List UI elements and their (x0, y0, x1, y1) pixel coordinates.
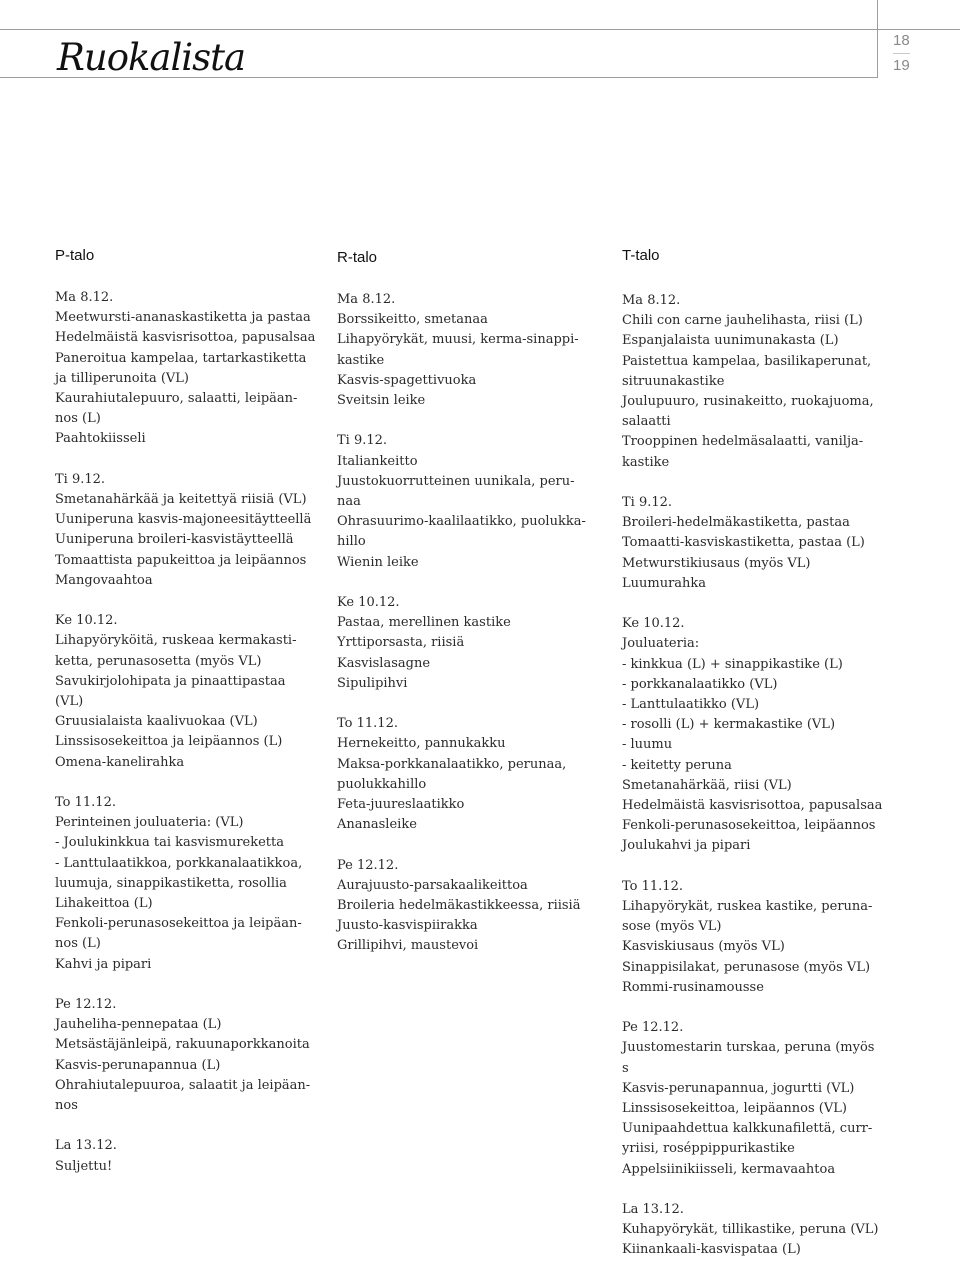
menu-item: - luumu (622, 737, 673, 753)
menu-item: - kinkkua (L) + sinappikastike (L) (622, 656, 843, 672)
menu-item: naa (337, 494, 361, 510)
menu-item: sitruunakastike (622, 373, 725, 389)
menu-item: Kasvis-spagettivuoka (337, 372, 477, 388)
menu-item: Metwurstikiusaus (myös VL) (622, 555, 811, 571)
day-block (55, 995, 317, 1116)
menu-item: Juustokuorrutteinen uunikala, peru- (337, 473, 575, 489)
menu-item: Sveitsin leike (337, 393, 426, 409)
menu-item: Tomaattista papukeittoa ja leipäannos (55, 552, 307, 568)
menu-item: sose (myös VL) (622, 919, 722, 935)
day-label: Pe 12.12. (55, 997, 117, 1013)
day-block (337, 856, 599, 957)
menu-item: Maksa-porkkanalaatikko, perunaa, (337, 756, 567, 772)
day-label: Ke 10.12. (337, 595, 400, 611)
day-block (55, 470, 317, 591)
menu-item: Paistettua kampelaa, basilikaperunat, (622, 353, 872, 369)
day-label: Ma 8.12. (337, 292, 396, 307)
menu-item: - porkkanalaatikko (VL) (622, 676, 778, 692)
menu-item: Grillipihvi, maustevoi (337, 938, 479, 954)
day-block (55, 288, 317, 450)
menu-item: Fenkoli-perunasosekeittoa ja leipäan- (55, 916, 302, 932)
menu-item: Uuniperuna broileri-kasvistäytteellä (55, 532, 294, 548)
menu-item: Savukirjolohipata ja pinaattipastaa (VL) (55, 673, 286, 710)
menu-item: nos (55, 1098, 78, 1114)
menu-item: Fenkoli-perunasosekeittoa, leipäannos (622, 818, 876, 834)
menu-item: Rommi-rusinamousse (622, 979, 764, 995)
menu-item: s (622, 1060, 629, 1076)
menu-item: Pastaa, merellinen kastike (337, 615, 511, 631)
column-heading: P-talo (55, 247, 95, 264)
menu-item: Broileri-hedelmäkastiketta, pastaa (622, 515, 850, 531)
menu-item: Joulupuuro, rusinakeitto, ruokajuoma, (622, 394, 874, 410)
menu-item: Juustomestarin turskaa, peruna (myös (622, 1040, 875, 1056)
day-label: To 11.12. (55, 795, 116, 811)
menu-item: ketta, perunasosetta (myös VL) (55, 653, 262, 669)
menu-item: Lihapyörykät, muusi, kerma-sinappi- (337, 332, 579, 348)
day-block (55, 611, 317, 773)
column-heading: R-talo (337, 249, 378, 266)
menu-item: Appelsiinikiisseli, kermavaahtoa (622, 1161, 836, 1177)
day-label: Ke 10.12. (55, 613, 118, 629)
day-label: Pe 12.12. (622, 1020, 684, 1036)
menu-item: Espanjalaista uunimunakasta (L) (622, 333, 839, 349)
menu-item: Hernekeitto, pannukakku (337, 736, 506, 752)
menu-days (337, 290, 599, 977)
menu-item: - Joulukinkkua tai kasvismureketta (55, 835, 284, 851)
menu-item: Smetanahärkää, riisi (VL) (622, 777, 792, 793)
day-block (622, 877, 884, 998)
menu-item: Ohrahiutalepuuroa, salaatit ja leipäan- (55, 1077, 311, 1093)
menu-item: Ohrasuurimo-kaalilaatikko, puolukka- (337, 514, 586, 530)
menu-item: Kuhapyörykät, tillikastike, peruna (VL) (622, 1222, 879, 1238)
page-title: Ruokalista (57, 36, 246, 79)
day-label: Ma 8.12. (622, 293, 681, 308)
menu-item: Metsästäjänleipä, rakuunaporkkanoita (55, 1037, 310, 1053)
menu-item: nos (L) (55, 411, 101, 427)
menu-item: Kasvislasagne (337, 655, 431, 671)
menu-item: Hedelmäistä kasvisrisottoa, papusalsaa (55, 330, 316, 346)
page-number-right: 19 (893, 53, 910, 78)
menu-item: Lihakeittoa (L) (55, 896, 153, 912)
menu-item: Paahtokiisseli (55, 431, 146, 447)
menu-item: Smetanahärkää ja keitettyä riisiä (VL) (55, 492, 307, 508)
menu-item: Uunipaahdettua kalkkunafilettä, curr- (622, 1121, 873, 1137)
menu-item: Italiankeitto (337, 453, 418, 469)
day-block (337, 431, 599, 572)
menu-item: Kaurahiutalepuuro, salaatti, leipäan- (55, 391, 298, 407)
menu-item: Hedelmäistä kasvisrisottoa, papusalsaa (622, 798, 883, 814)
day-label: Ti 9.12. (337, 433, 388, 449)
menu-item: Paneroitua kampelaa, tartarkastiketta (55, 350, 307, 366)
menu-item: Kahvi ja pipari (55, 956, 152, 972)
menu-item: Kasvis-perunapannua, jogurtti (VL) (622, 1080, 855, 1096)
menu-item: - keitetty peruna (622, 757, 732, 773)
menu-item: ja tilliperunoita (VL) (55, 370, 189, 386)
column-heading: T-talo (622, 247, 660, 264)
day-label: To 11.12. (337, 716, 398, 732)
menu-item: nos (L) (55, 936, 101, 952)
menu-item: Linssisosekeittoa ja leipäannos (L) (55, 734, 283, 750)
menu-item: Sinappisilakat, perunasose (myös VL) (622, 959, 871, 975)
day-block (337, 593, 599, 694)
day-block (622, 614, 884, 856)
menu-item: Sipulipihvi (337, 675, 408, 691)
menu-item: Tomaatti-kasviskastiketta, pastaa (L) (622, 535, 865, 551)
menu-item: Wienin leike (337, 554, 419, 570)
menu-item: Chili con carne jauhelihasta, riisi (L) (622, 313, 863, 329)
menu-item: Luumurahka (622, 575, 707, 591)
menu-item: Mangovaahtoa (55, 572, 153, 588)
day-label: Ke 10.12. (622, 616, 685, 632)
menu-item: Kasviskiusaus (myös VL) (622, 939, 785, 955)
day-label: Ti 9.12. (55, 471, 106, 487)
menu-item: Linssisosekeittoa, leipäannos (VL) (622, 1101, 847, 1117)
menu-item: hillo (337, 534, 366, 550)
menu-item: Borssikeitto, smetanaa (337, 312, 488, 328)
menu-item: Omena-kanelirahka (55, 754, 185, 770)
menu-item: Aurajuusto-parsakaalikeittoa (337, 877, 528, 893)
page-number-left: 18 (893, 32, 910, 49)
day-block (55, 793, 317, 975)
menu-item: Joulukahvi ja pipari (622, 838, 751, 854)
menu-item: Meetwursti-ananaskastiketta ja pastaa (55, 310, 311, 326)
menu-item: - Lanttulaatikkoa, porkkanalaatikkoa, (55, 855, 303, 871)
day-block (622, 291, 884, 473)
menu-item: kastike (622, 454, 670, 470)
menu-item: Jauheliha-pennepataa (L) (55, 1017, 222, 1033)
day-block (337, 714, 599, 835)
day-label: To 11.12. (622, 878, 683, 894)
menu-item: - Lanttulaatikko (VL) (622, 697, 760, 713)
menu-item: puolukkahillo (337, 776, 427, 792)
menu-item: Jouluateria: (622, 636, 700, 652)
menu-item: kastike (337, 352, 385, 368)
menu-item: Kasvis-perunapannua (L) (55, 1057, 221, 1073)
menu-item: luumuja, sinappikastiketta, rosollia (55, 875, 287, 891)
menu-days (622, 291, 884, 1281)
menu-item: salaatti (622, 414, 671, 430)
day-block (622, 493, 884, 594)
menu-item: Trooppinen hedelmäsalaatti, vanilja- (622, 434, 864, 450)
menu-item: - rosolli (L) + kermakastike (VL) (622, 717, 836, 733)
header-top-rule (0, 29, 960, 30)
menu-item: Lihapyörykät, ruskea kastike, peruna- (622, 899, 873, 915)
menu-item: Uuniperuna kasvis-majoneesitäytteellä (55, 512, 312, 528)
menu-item: Yrttiporsasta, riisiä (337, 635, 465, 651)
menu-item: Broileria hedelmäkastikkeessa, riisiä (337, 898, 581, 914)
day-block (55, 1136, 317, 1176)
day-label: Pe 12.12. (337, 857, 399, 873)
page-numbers (893, 29, 910, 78)
menu-item: Lihapyöryköitä, ruskeaa kermakasti- (55, 633, 297, 649)
menu-item: Kiinankaali-kasvispataa (L) (622, 1242, 801, 1258)
day-block (622, 1018, 884, 1180)
day-block (337, 290, 599, 411)
menu-item: Suljettu! (55, 1158, 113, 1174)
menu-item: Feta-juureslaatikko (337, 797, 465, 813)
menu-item: Juusto-kasvispiirakka (337, 918, 478, 934)
header-divider (877, 0, 878, 78)
day-label: La 13.12. (55, 1138, 117, 1154)
menu-item: Perinteinen jouluateria: (VL) (55, 815, 244, 831)
day-block (622, 1200, 884, 1261)
day-label: Ti 9.12. (622, 495, 673, 511)
menu-item: Ananasleike (337, 817, 417, 833)
day-label: Ma 8.12. (55, 290, 114, 305)
menu-item: yriisi, roséppippurikastike (622, 1141, 795, 1157)
menu-days (55, 288, 317, 1197)
day-label: La 13.12. (622, 1202, 684, 1218)
menu-item: Gruusialaista kaalivuokaa (VL) (55, 714, 258, 730)
